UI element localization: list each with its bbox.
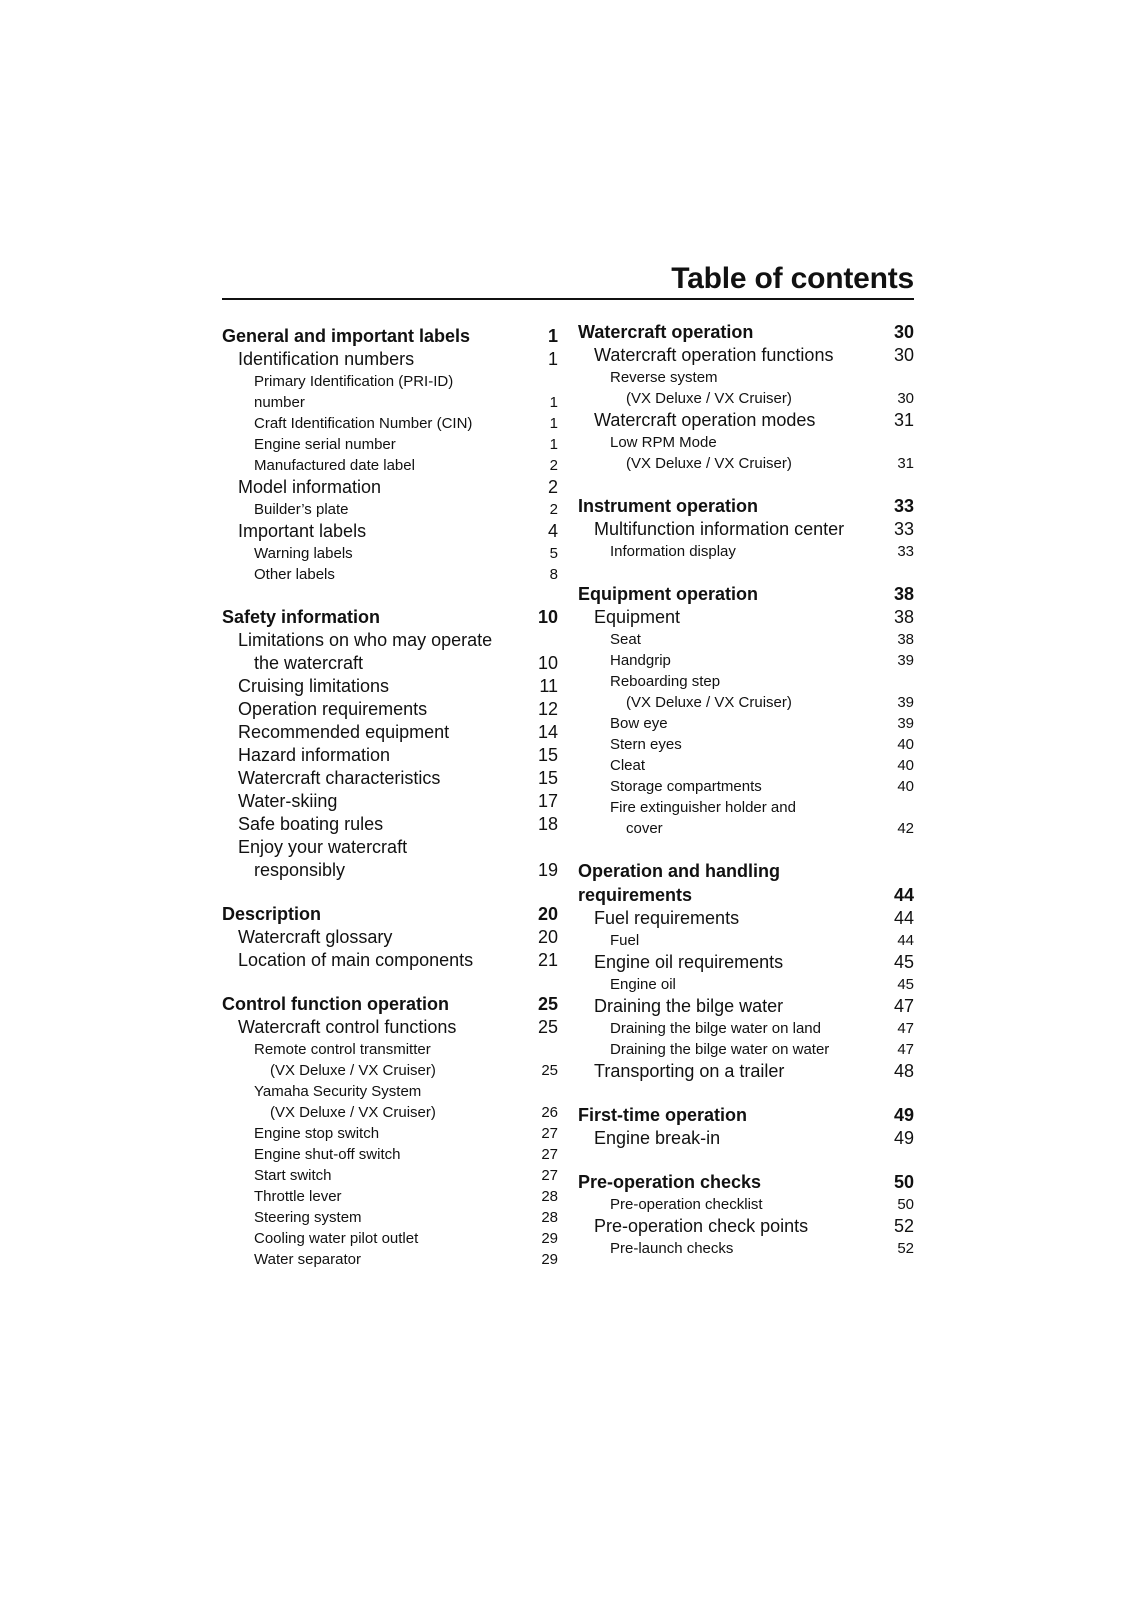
- toc-entry[interactable]: Operation requirements 12: [238, 699, 558, 719]
- toc-entry[interactable]: Safe boating rules 18: [238, 814, 558, 834]
- title-rule: [222, 298, 914, 300]
- toc-entry[interactable]: Watercraft characteristics 15: [238, 768, 558, 788]
- toc-entry-line[interactable]: Enjoy your watercraft: [238, 837, 408, 857]
- toc-subentry[interactable]: Engine stop switch 27: [254, 1125, 558, 1142]
- toc-subentry[interactable]: Seat 38: [610, 631, 914, 648]
- toc-subentry[interactable]: (VX Deluxe / VX Cruiser) 39: [626, 694, 914, 711]
- toc-subentry[interactable]: Pre-operation checklist 50: [610, 1196, 914, 1213]
- toc-subentry[interactable]: (VX Deluxe / VX Cruiser) 30: [626, 390, 914, 407]
- toc-entry[interactable]: Equipment 38: [594, 607, 914, 627]
- toc-subentry[interactable]: Throttle lever 28: [254, 1188, 558, 1205]
- toc-entry[interactable]: Draining the bilge water 47: [594, 996, 914, 1016]
- toc-section[interactable]: General and important labels 1: [222, 326, 558, 346]
- toc-subentry[interactable]: Other labels 8: [254, 566, 558, 583]
- toc-section[interactable]: Equipment operation 38: [578, 584, 914, 604]
- toc-left-column: [222, 324, 558, 1270]
- toc-subentry[interactable]: Storage compartments 40: [610, 778, 914, 795]
- page-title: Table of contents: [671, 262, 914, 295]
- toc-subentry[interactable]: Builder’s plate 2: [254, 501, 558, 518]
- toc-subentry[interactable]: Engine shut-off switch 27: [254, 1146, 558, 1163]
- toc-entry[interactable]: the watercraft 10: [254, 653, 558, 673]
- toc-subentry[interactable]: Engine serial number 1: [254, 436, 558, 453]
- section-gap: [578, 839, 914, 859]
- toc-subentry[interactable]: number 1: [254, 394, 558, 411]
- toc-subentry-line[interactable]: Primary Identification (PRI-ID): [254, 373, 454, 390]
- section-gap: [578, 1150, 914, 1170]
- toc-section[interactable]: First-time operation 49: [578, 1105, 914, 1125]
- toc-section[interactable]: Control function operation 25: [222, 994, 558, 1014]
- toc-entry[interactable]: responsibly 19: [254, 860, 558, 880]
- toc-entry[interactable]: Water-skiing 17: [238, 791, 558, 811]
- section-gap: [578, 1083, 914, 1103]
- toc-section[interactable]: Safety information 10: [222, 607, 558, 627]
- toc-entry[interactable]: Important labels 4: [238, 521, 558, 541]
- toc-entry[interactable]: Identification numbers 1: [238, 349, 558, 369]
- toc-subentry[interactable]: Start switch 27: [254, 1167, 558, 1184]
- toc-subentry[interactable]: cover 42: [626, 820, 914, 837]
- toc-subentry[interactable]: (VX Deluxe / VX Cruiser) 31: [626, 455, 914, 472]
- section-gap: [222, 972, 558, 992]
- toc-entry[interactable]: Model information 2: [238, 477, 558, 497]
- toc-subentry[interactable]: (VX Deluxe / VX Cruiser) 25: [270, 1062, 558, 1079]
- toc-entry-line[interactable]: Limitations on who may operate: [238, 630, 493, 650]
- toc-section[interactable]: Pre-operation checks 50: [578, 1172, 914, 1192]
- toc-subentry[interactable]: Manufactured date label 2: [254, 457, 558, 474]
- toc-subentry[interactable]: Fuel 44: [610, 932, 914, 949]
- toc-section[interactable]: Watercraft operation 30: [578, 322, 914, 342]
- toc-subentry[interactable]: Engine oil 45: [610, 976, 914, 993]
- toc-subentry[interactable]: (VX Deluxe / VX Cruiser) 26: [270, 1104, 558, 1121]
- toc-right-column: [578, 320, 914, 1259]
- toc-section[interactable]: Description 20: [222, 904, 558, 924]
- toc-section[interactable]: Instrument operation 33: [578, 496, 914, 516]
- toc-entry[interactable]: Location of main components 21: [238, 950, 558, 970]
- toc-subentry[interactable]: Stern eyes 40: [610, 736, 914, 753]
- toc-entry[interactable]: Fuel requirements 44: [594, 908, 914, 928]
- toc-subentry[interactable]: Information display 33: [610, 543, 914, 560]
- toc-subentry[interactable]: Craft Identification Number (CIN) 1: [254, 415, 558, 432]
- toc-entry[interactable]: Transporting on a trailer 48: [594, 1061, 914, 1081]
- toc-subentry[interactable]: Pre-launch checks 52: [610, 1240, 914, 1257]
- toc-subentry-line[interactable]: Remote control transmitter: [254, 1041, 431, 1058]
- toc-entry[interactable]: Pre-operation check points 52: [594, 1216, 914, 1236]
- toc-subentry[interactable]: Bow eye 39: [610, 715, 914, 732]
- toc-subentry[interactable]: Cleat 40: [610, 757, 914, 774]
- section-gap: [222, 585, 558, 605]
- toc-subentry-line[interactable]: Fire extinguisher holder and: [610, 799, 796, 816]
- toc-subentry[interactable]: Handgrip 39: [610, 652, 914, 669]
- toc-section[interactable]: requirements 44: [578, 885, 914, 905]
- toc-entry[interactable]: Recommended equipment 14: [238, 722, 558, 742]
- toc-entry[interactable]: Engine oil requirements 45: [594, 952, 914, 972]
- toc-entry[interactable]: Watercraft glossary 20: [238, 927, 558, 947]
- toc-subentry[interactable]: Draining the bilge water on land 47: [610, 1020, 914, 1037]
- toc-subentry-line[interactable]: Reverse system: [610, 369, 718, 386]
- toc-entry[interactable]: Hazard information 15: [238, 745, 558, 765]
- toc-section-line[interactable]: Operation and handling: [578, 861, 780, 881]
- toc-subentry[interactable]: Cooling water pilot outlet 29: [254, 1230, 558, 1247]
- toc-subentry-line[interactable]: Yamaha Security System: [254, 1083, 422, 1100]
- toc-subentry-line[interactable]: Reboarding step: [610, 673, 721, 690]
- toc-entry[interactable]: Cruising limitations 11: [238, 676, 558, 696]
- toc-subentry[interactable]: Steering system 28: [254, 1209, 558, 1226]
- toc-subentry[interactable]: Warning labels 5: [254, 545, 558, 562]
- toc-entry[interactable]: Watercraft operation functions 30: [594, 345, 914, 365]
- section-gap: [222, 882, 558, 902]
- section-gap: [578, 474, 914, 494]
- toc-subentry[interactable]: Draining the bilge water on water 47: [610, 1041, 914, 1058]
- toc-subentry-line[interactable]: Low RPM Mode: [610, 434, 717, 451]
- toc-entry[interactable]: Multifunction information center 33: [594, 519, 914, 539]
- toc-subentry[interactable]: Water separator 29: [254, 1251, 558, 1268]
- toc-entry[interactable]: Engine break-in 49: [594, 1128, 914, 1148]
- toc-entry[interactable]: Watercraft operation modes 31: [594, 410, 914, 430]
- section-gap: [578, 562, 914, 582]
- toc-entry[interactable]: Watercraft control functions 25: [238, 1017, 558, 1037]
